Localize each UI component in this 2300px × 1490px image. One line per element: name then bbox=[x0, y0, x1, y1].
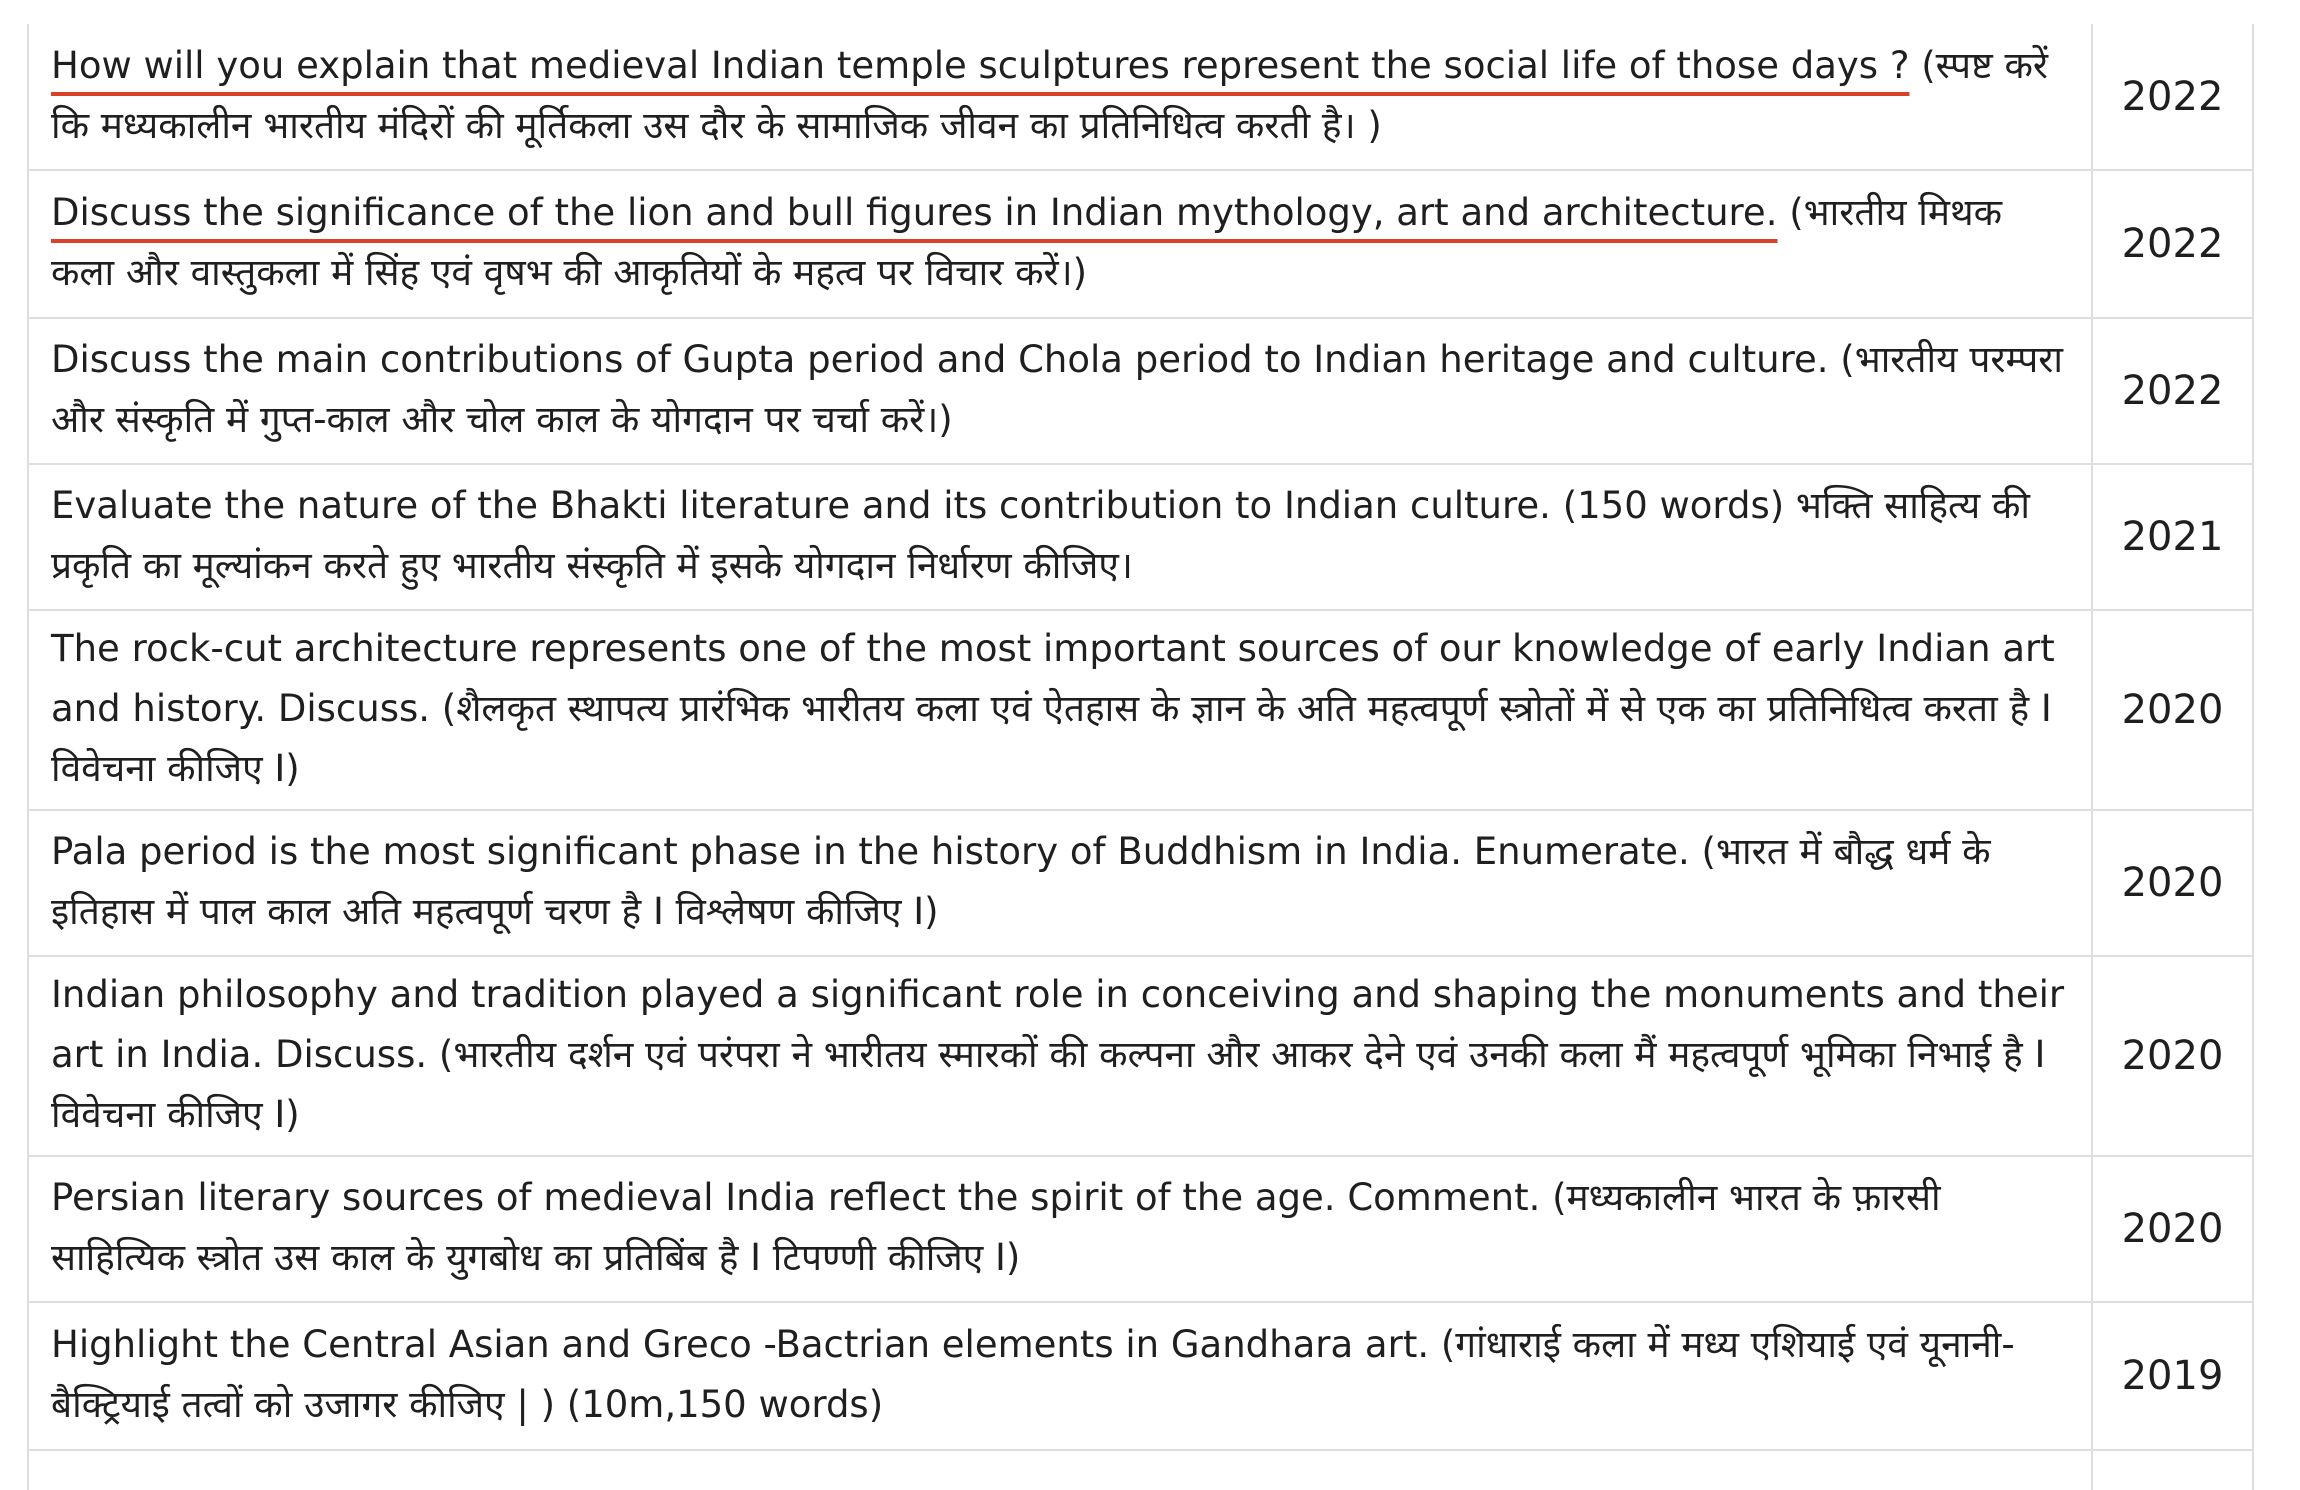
year-cell-empty bbox=[2092, 1450, 2253, 1490]
year-cell: 2019 bbox=[2092, 1302, 2253, 1450]
table-row bbox=[28, 318, 2253, 464]
table-row bbox=[28, 24, 2253, 170]
year-cell: 2020 bbox=[2092, 610, 2253, 810]
question-hindi: (भारतीय दर्शन एवं परंपरा ने भारीतय स्मारकों की कल्पना और आकर देने एवं उनकी कला मैं महत्वपूर्ण भूमिका निभाई है I विवेचना कीजिए I) bbox=[51, 1033, 2046, 1136]
question-hindi: भक्ति साहित्य की प्रकृति का मूल्यांकन करते हुए भारतीय संस्कृति में इसके योगदान निर्धारण कीजिए। bbox=[51, 484, 2030, 587]
question-cell-empty bbox=[28, 1450, 2092, 1490]
question-cell bbox=[28, 1302, 2092, 1450]
question-english: Discuss the significance of the lion and bull figures in Indian mythology, art and architecture. bbox=[51, 191, 1778, 234]
table-row bbox=[28, 810, 2253, 956]
question-cell bbox=[28, 464, 2092, 610]
question-english: Evaluate the nature of the Bhakti literature and its contribution to Indian culture. (150 words) bbox=[51, 484, 1785, 527]
question-english: Indian philosophy and tradition played a significant role in conceiving and shaping the monuments and their art in India. Discuss. bbox=[51, 973, 2065, 1076]
question-english: Pala period is the most significant phase in the history of Buddhism in India. Enumerate. bbox=[51, 830, 1690, 873]
year-cell: 2022 bbox=[2092, 318, 2253, 464]
question-hindi: (शैलकृत स्थापत्य प्रारंभिक भारीतय कला एवं ऐतहास के ज्ञान के अति महत्वपूर्ण स्त्रोतों में से एक का प्रतिनिधित्व करता है I विवेचना कीजिए I) bbox=[51, 687, 2052, 790]
year-cell: 2020 bbox=[2092, 1156, 2253, 1302]
year-cell: 2022 bbox=[2092, 24, 2253, 170]
table-row bbox=[28, 1302, 2253, 1450]
year-cell: 2021 bbox=[2092, 464, 2253, 610]
question-hindi: (भारतीय परम्परा और संस्कृति में गुप्त-काल और चोल काल के योगदान पर चर्चा करें।) bbox=[51, 338, 2064, 441]
year-cell: 2022 bbox=[2092, 170, 2253, 318]
question-hindi: (भारत में बौद्ध धर्म के इतिहास में पाल काल अति महत्वपूर्ण चरण है I विश्लेषण कीजिए I) bbox=[51, 830, 1991, 933]
question-english: Persian literary sources of medieval India reflect the spirit of the age. Comment. bbox=[51, 1176, 1541, 1219]
question-hindi: (भारतीय मिथक कला और वास्तुकला में सिंह एवं वृषभ की आकृतियों के महत्व पर विचार करें।) bbox=[51, 191, 2003, 294]
questions-table bbox=[27, 24, 2254, 1490]
table-row bbox=[28, 956, 2253, 1156]
table-row-partial bbox=[28, 1450, 2253, 1490]
question-cell bbox=[28, 24, 2092, 170]
question-cell bbox=[28, 318, 2092, 464]
question-english: Discuss the main contributions of Gupta period and Chola period to Indian heritage and culture. bbox=[51, 338, 1829, 381]
question-english: Highlight the Central Asian and Greco -Bactrian elements in Gandhara art. bbox=[51, 1323, 1430, 1366]
question-english: The rock-cut architecture represents one of the most important sources of our knowledge of early Indian art and history. Discuss. bbox=[51, 627, 2055, 730]
table-row bbox=[28, 170, 2253, 318]
question-english: How will you explain that medieval Indian temple sculptures represent the social life of those days ? bbox=[51, 43, 1910, 87]
question-cell bbox=[28, 1156, 2092, 1302]
question-hindi: (मध्यकालीन भारत के फ़ारसी साहित्यिक स्त्रोत उस काल के युगबोध का प्रतिबिंब है I टिपण्णी कीजिए I) bbox=[51, 1176, 1941, 1279]
question-cell bbox=[28, 810, 2092, 956]
question-hindi: (गांधाराई कला में मध्य एशियाई एवं यूनानी-बैक्ट्रियाई तत्वों को उजागर कीजिए | ) (10m,150 words) bbox=[51, 1323, 2015, 1426]
question-cell bbox=[28, 610, 2092, 810]
year-cell: 2020 bbox=[2092, 810, 2253, 956]
table-row bbox=[28, 610, 2253, 810]
table-row bbox=[28, 464, 2253, 610]
year-cell: 2020 bbox=[2092, 956, 2253, 1156]
question-cell bbox=[28, 956, 2092, 1156]
question-hindi: (स्पष्ट करें कि मध्यकालीन भारतीय मंदिरों की मूर्तिकला उस दौर के सामाजिक जीवन का प्रतिनिधित्व करती है। ) bbox=[51, 43, 2048, 147]
table-row bbox=[28, 1156, 2253, 1302]
question-cell bbox=[28, 170, 2092, 318]
